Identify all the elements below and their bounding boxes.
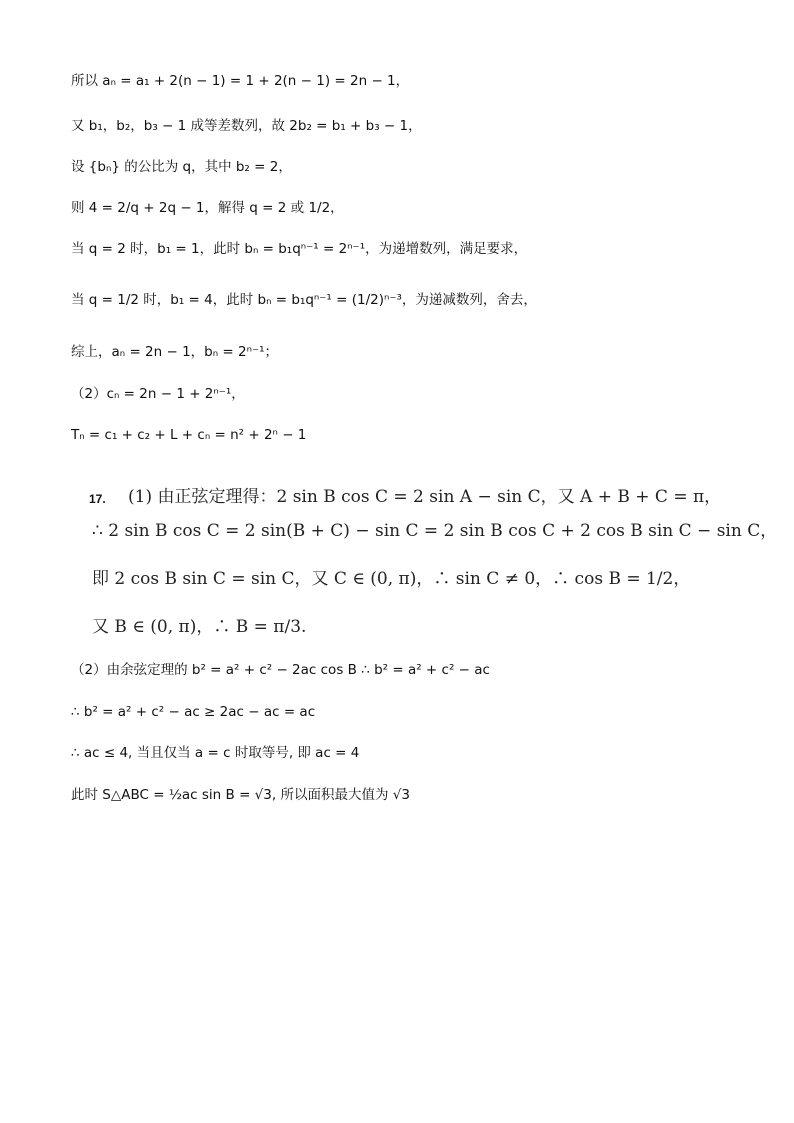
line-arith-seq: 又 b₁，b₂，b₃ − 1 成等差数列，故 2b₂ = b₁ + b₃ − 1， [71,118,422,134]
line-case-q-half: 当 q = 1/2 时，b₁ = 4，此时 bₙ = b₁qⁿ⁻¹ = (1/2)ⁿ⁻³，为递减数列，舍去， [71,292,537,308]
line-solve-q: 则 4 = 2/q + 2q − 1，解得 q = 2 或 1/2， [71,200,344,216]
q17-part2-inequality: ∴ b² = a² + c² − ac ≥ 2ac − ac = ac [71,704,316,720]
line-an-formula: 所以 aₙ = a₁ + 2(n − 1) = 1 + 2(n − 1) = 2n − 1， [71,73,410,89]
line-case-q2: 当 q = 2 时，b₁ = 1，此时 bₙ = b₁qⁿ⁻¹ = 2ⁿ⁻¹，为递增数列，满足要求， [71,241,528,257]
q17-part2-area: 此时 S△ABC = ½ac sin B = √3, 所以面积最大值为 √3 [71,787,410,803]
q17-line-B-value: 又 B ∈ (0, π)，∴ B = π/3. [92,617,307,637]
question-number: 17. [89,492,106,506]
line-tn: Tₙ = c₁ + c₂ + L + cₙ = n² + 2ⁿ − 1 [71,427,307,443]
q17-part2-cosine-law: （2）由余弦定理的 b² = a² + c² − 2ac cos B ∴ b² = a² + c² − ac [71,662,490,678]
q17-line-expand: ∴ 2 sin B cos C = 2 sin(B + C) − sin C = 2 sin B cos C + 2 cos B sin C − sin C， [92,521,778,541]
line-cn: （2）cₙ = 2n − 1 + 2ⁿ⁻¹， [71,386,245,402]
line-ratio-def: 设 {bₙ} 的公比为 q，其中 b₂ = 2， [71,159,292,175]
q17-part2-ac-bound: ∴ ac ≤ 4, 当且仅当 a = c 时取等号, 即 ac = 4 [71,745,360,761]
q17-line-cosB: 即 2 cos B sin C = sin C，又 C ∈ (0, π)，∴ sin C ≠ 0，∴ cos B = 1/2， [92,569,691,589]
q17-line-sine-law: (1) 由正弦定理得：2 sin B cos C = 2 sin A − sin C，又 A + B + C = π， [128,487,722,507]
line-summary: 综上，aₙ = 2n − 1，bₙ = 2ⁿ⁻¹； [71,344,279,360]
